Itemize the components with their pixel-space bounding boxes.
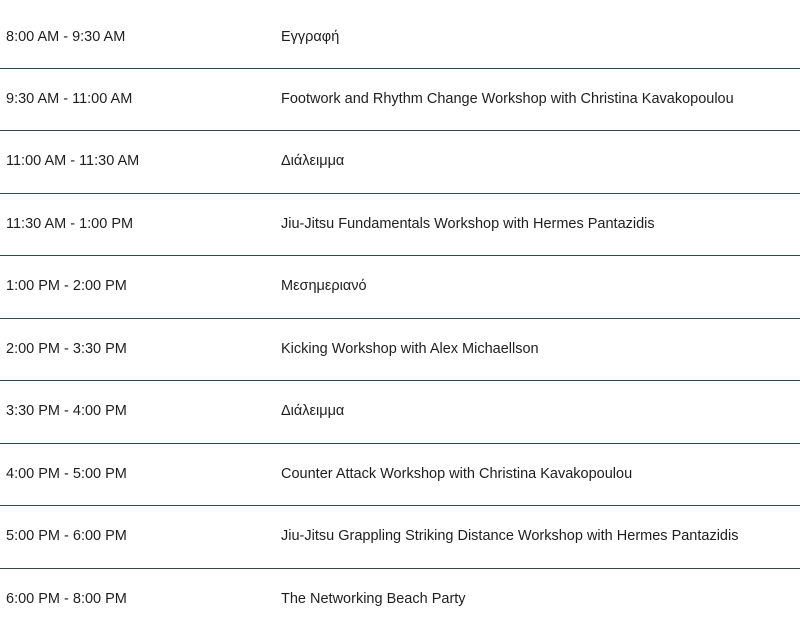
schedule-row bbox=[0, 505, 800, 567]
time-slot: 4:00 PM - 5:00 PM bbox=[6, 466, 127, 482]
schedule-row bbox=[0, 255, 800, 317]
time-slot: 9:30 AM - 11:00 AM bbox=[6, 91, 133, 107]
schedule-row bbox=[0, 380, 800, 442]
time-slot: 1:00 PM - 2:00 PM bbox=[6, 278, 127, 294]
time-slot: 11:30 AM - 1:00 PM bbox=[6, 216, 134, 232]
time-slot: 5:00 PM - 6:00 PM bbox=[6, 528, 127, 544]
event-title: Εγγραφή bbox=[281, 29, 340, 45]
time-slot: 3:30 PM - 4:00 PM bbox=[6, 403, 127, 419]
event-title: Μεσημεριανό bbox=[281, 278, 367, 294]
schedule-row bbox=[0, 6, 800, 68]
event-title: Διάλειμμα bbox=[281, 403, 345, 419]
schedule-row bbox=[0, 193, 800, 255]
event-title: Jiu-Jitsu Fundamentals Workshop with Hermes Pantazidis bbox=[281, 216, 655, 232]
time-slot: 11:00 AM - 11:30 AM bbox=[6, 153, 140, 169]
event-title: Footwork and Rhythm Change Workshop with Christina Kavakopoulou bbox=[281, 91, 734, 107]
time-slot: 2:00 PM - 3:30 PM bbox=[6, 341, 127, 357]
schedule-row bbox=[0, 130, 800, 192]
event-title: The Networking Beach Party bbox=[281, 591, 466, 607]
event-title: Jiu-Jitsu Grappling Striking Distance Workshop with Hermes Pantazidis bbox=[281, 528, 739, 544]
event-title: Διάλειμμα bbox=[281, 153, 345, 169]
schedule-row bbox=[0, 568, 800, 630]
schedule-row bbox=[0, 318, 800, 380]
event-title: Kicking Workshop with Alex Michaellson bbox=[281, 341, 539, 357]
schedule-row bbox=[0, 68, 800, 130]
event-title: Counter Attack Workshop with Christina Kavakopoulou bbox=[281, 466, 633, 482]
time-slot: 6:00 PM - 8:00 PM bbox=[6, 591, 127, 607]
schedule-row bbox=[0, 443, 800, 505]
time-slot: 8:00 AM - 9:30 AM bbox=[6, 29, 126, 45]
